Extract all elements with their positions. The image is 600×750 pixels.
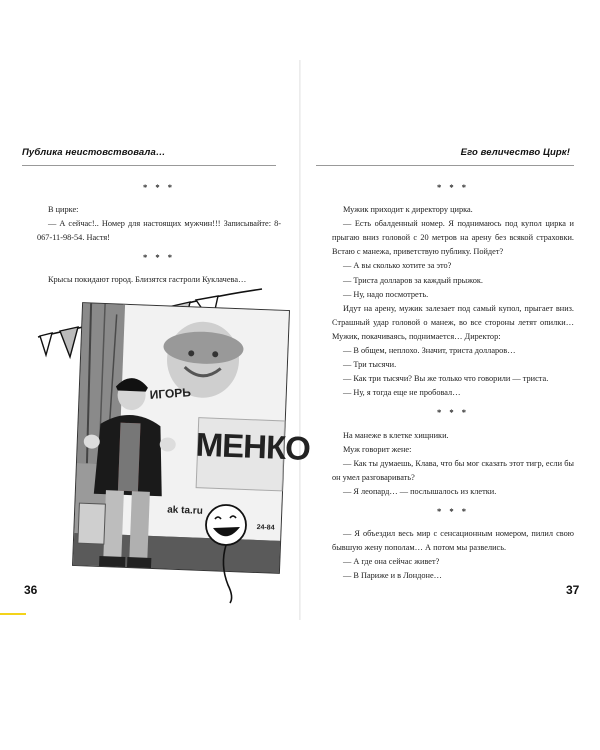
section-divider: * * * [437, 407, 469, 418]
text-paragraph: — Я леопард… — послышалось из клетки. [343, 486, 497, 496]
text-paragraph: — А вы сколько хотите за это? [343, 261, 452, 271]
right-header-rule [316, 165, 574, 166]
left-page-number: 36 [24, 583, 38, 597]
text-paragraph: — Ну, надо посмотреть. [343, 289, 429, 299]
section-divider: * * * [143, 182, 175, 192]
text-paragraph: Мужик приходит к директору цирка. [343, 205, 473, 215]
text-paragraph: — А сейчас!.. Номер для настоящих мужчин!!! Записывайте: 8-067-11-98-54. Настя! [37, 219, 281, 243]
text-paragraph: Крысы покидают город. Близятся гастроли Куклачева… [48, 275, 247, 285]
right-running-head: Его величество Цирк! [460, 147, 570, 158]
left-running-head: Публика неистовствовала… [22, 147, 166, 158]
poster-phone: 24-84 [256, 523, 275, 532]
poster-name-large: МЕНКО [195, 425, 311, 467]
section-divider: * * * [143, 252, 175, 263]
text-paragraph: — А где она сейчас живет? [343, 557, 440, 567]
poster-name-top: ИГОРЬ [149, 385, 192, 402]
text-paragraph: — В общем, неплохо. Значит, триста долларов… [343, 346, 516, 356]
section-divider: * * * [437, 182, 469, 192]
left-text-column [37, 175, 281, 288]
text-paragraph: — Ну, я тогда еще не пробовал… [343, 388, 461, 398]
poster-website: ak ta.ru [167, 504, 203, 517]
text-paragraph: — Я объездил весь мир с сенсационным номером, пилил свою бывшую жену пополам… А потом мы развелись. [332, 529, 574, 553]
text-paragraph: Идут на арену, мужик залезает под самый купол, прыгает вниз. Страшный удар головой о манеж, во все стороны летят опилки… Мужик, покачиваясь, поднимается… Директор: [332, 303, 574, 341]
right-text-column [332, 175, 574, 583]
gutter-shadow [299, 60, 301, 620]
text-paragraph: — Триста долларов за каждый прыжок. [343, 275, 483, 285]
text-paragraph: — Есть обалденный номер. Я поднимаюсь под купол цирка и прыгаю вниз головой с 20 метров на арену без всякой страховки. Встаю с манежа, приветствую публику. Пойдет? [332, 219, 574, 257]
text-paragraph: Муж говорит жене: [343, 444, 412, 454]
text-paragraph: — Три тысячи. [343, 360, 397, 370]
left-header-rule [22, 165, 276, 166]
right-page-number: 37 [566, 583, 580, 597]
text-paragraph: В цирке: [48, 205, 79, 215]
photo-illustration [30, 285, 311, 595]
text-paragraph: — В Париже и в Лондоне… [343, 571, 442, 581]
text-paragraph: — Как ты думаешь, Клава, что бы мог сказать этот тигр, если бы он умел разговаривать? [332, 458, 574, 482]
yellow-edge-mark [0, 613, 26, 615]
text-paragraph: — Как три тысячи? Вы же только что говорили — триста. [343, 374, 549, 384]
section-divider: * * * [437, 505, 469, 516]
text-paragraph: На манеже в клетке хищники. [343, 430, 449, 440]
smiley-balloon-icon [30, 285, 285, 595]
